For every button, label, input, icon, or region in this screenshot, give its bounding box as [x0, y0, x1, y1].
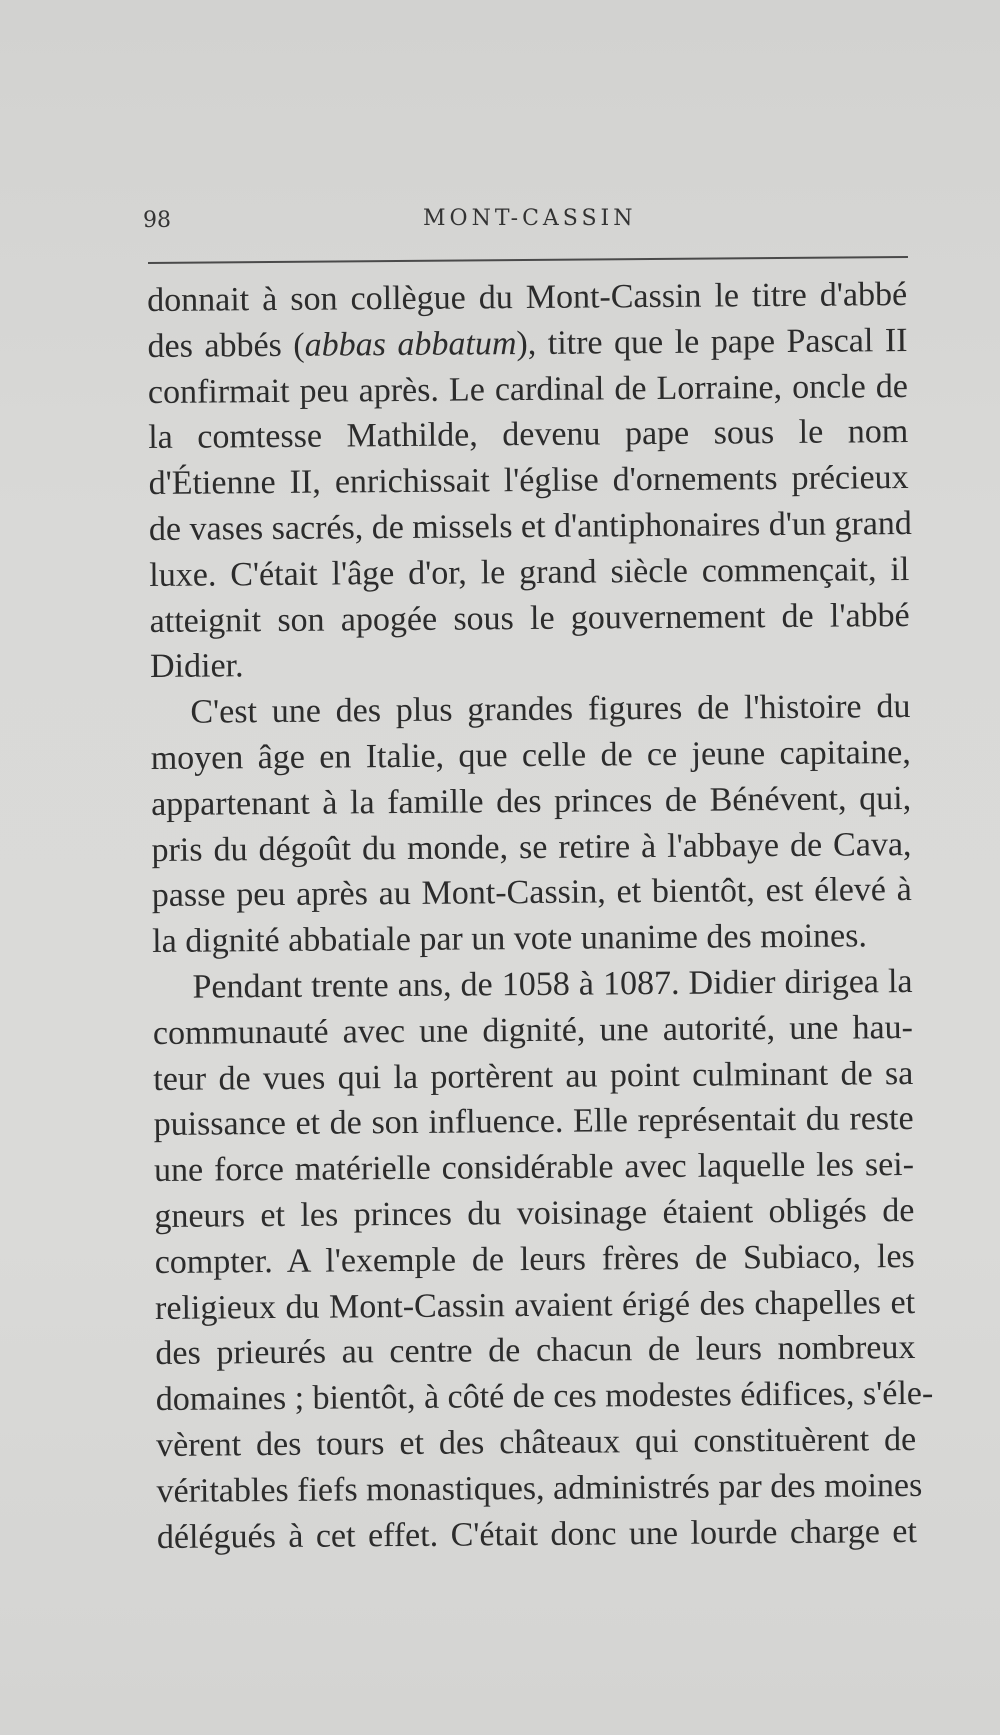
- page-number: 98: [143, 208, 171, 233]
- text-line: Didier.: [149, 647, 244, 686]
- text-line: C'est une des plus grandes figures de l'histoire du: [190, 688, 911, 731]
- text-line: d'Étienne II, enrichissait l'église d'ornements précieux: [148, 459, 909, 503]
- text-line: Pendant trente ans, de 1058 à 1087. Didier dirigea la: [192, 962, 913, 1006]
- body-text: [147, 272, 934, 1560]
- page-header: [143, 206, 903, 246]
- text-line: véritables fiefs monastiques, administrés par des moines: [156, 1466, 923, 1510]
- text-line: pris du dégoût du monde, se retire à l'abbaye de Cava,: [151, 825, 912, 869]
- text-line: moyen âge en Italie, que celle de ce jeune capitaine,: [150, 733, 911, 777]
- text-line: la comtesse Mathilde, devenu pape sous le nom: [148, 413, 909, 457]
- text-line: des prieurés au centre de chacun de leurs nombreux: [155, 1329, 916, 1373]
- text-line: passe peu après au Mont-Cassin, et bientôt, est élevé à: [151, 871, 912, 915]
- text-line: puissance et de son influence. Elle représentait du reste: [153, 1100, 914, 1144]
- text-line: teur de vues qui la portèrent au point culminant de sa: [153, 1054, 914, 1098]
- text-line: gneurs et les princes du voisinage étaient obligés de: [154, 1191, 915, 1235]
- running-title: MONT-CASSIN: [423, 206, 637, 231]
- text-line: appartenant à la famille des princes de Bénévent, qui,: [150, 779, 912, 823]
- text-line: domaines ; bientôt, à côté de ces modestes édifices, s'éle-: [155, 1374, 934, 1419]
- italic-latin-phrase: abbas abbatum: [304, 324, 517, 364]
- text-line: délégués à cet effet. C'était donc une lourde charge et: [156, 1512, 918, 1556]
- text-line: atteignit son apogée sous le gouvernement de l'abbé: [149, 596, 910, 640]
- text-line: la dignité abbatiale par un vote unanime des moines.: [152, 917, 868, 961]
- text-line: de vases sacrés, de missels et d'antiphonaires d'un grand: [148, 504, 912, 548]
- text-line: luxe. C'était l'âge d'or, le grand siècle commençait, il: [149, 550, 910, 594]
- header-rule: [148, 256, 908, 264]
- text-line: compter. A l'exemple de leurs frères de Subiaco, les: [154, 1237, 915, 1281]
- text-line: donnait à son collègue du Mont-Cassin le titre d'abbé: [147, 276, 908, 319]
- text-line: communauté avec une dignité, une autorité, une hau-: [152, 1008, 914, 1052]
- text-line: confirmait peu après. Le cardinal de Lorraine, oncle de: [147, 367, 909, 411]
- text-line: une force matérielle considérable avec laquelle les sei-: [153, 1146, 915, 1190]
- text-line: des abbés (abbas abbatum), titre que le pape Pascal II: [147, 321, 908, 365]
- text-line: religieux du Mont-Cassin avaient érigé des chapelles et: [154, 1283, 916, 1327]
- text-line: vèrent des tours et des châteaux qui constituèrent de: [156, 1420, 917, 1464]
